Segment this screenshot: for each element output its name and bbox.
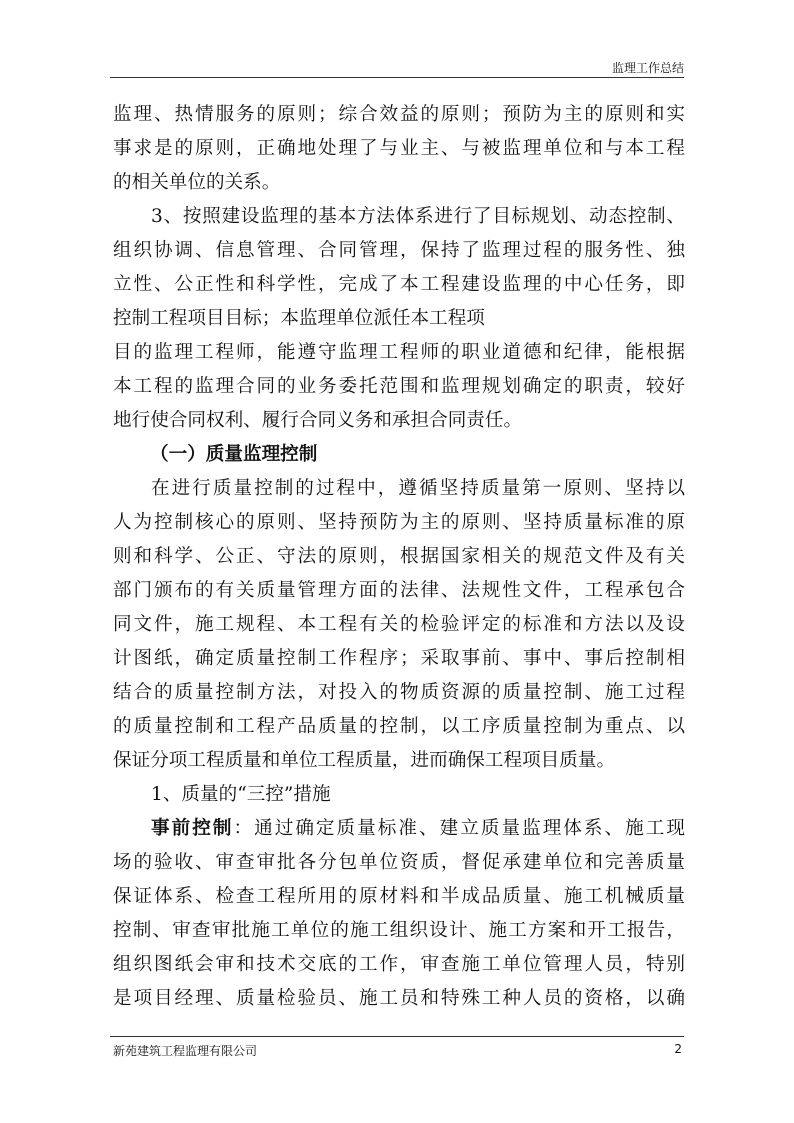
pre-control-label: 事前控制: [151, 818, 234, 839]
paragraph-line: 事求是的原则，正确地处理了与业主、与被监理单位和与本工程: [113, 138, 685, 159]
paragraph-line: 控制工程项目目标；本监理单位派任本工程项: [113, 308, 485, 329]
paragraph-line: 控制、审查审批施工单位的施工组织设计、施工方案和开工报告，: [113, 920, 685, 941]
paragraph-line: 结合的质量控制方法，对投入的物质资源的质量控制、施工过程: [113, 682, 685, 703]
paragraph-line: 保证分项工程质量和单位工程质量，进而确保工程项目质量。: [113, 750, 616, 771]
paragraph-line: 监理、热情服务的原则；综合效益的原则；预防为主的原则和实: [113, 104, 685, 125]
paragraph-line: 部门颁布的有关质量管理方面的法律、法规性文件，工程承包合: [113, 580, 685, 601]
footer-company: 新苑建筑工程监理有限公司: [113, 1044, 258, 1058]
paragraph-line: 人为控制核心的原则、坚持预防为主的原则、坚持质量标准的原: [113, 512, 685, 533]
paragraph-line: 则和科学、公正、守法的原则，根据国家相关的规范文件及有关: [113, 546, 685, 567]
paragraph-line: 目的监理工程师，能遵守监理工程师的职业道德和纪律，能根据: [113, 342, 685, 363]
header-rule: [110, 77, 684, 78]
paragraph-line: 保证体系、检查工程所用的原材料和半成品质量、施工机械质量: [113, 886, 685, 907]
paragraph-line: 的质量控制和工程产品质量的控制，以工序质量控制为重点、以: [113, 716, 685, 737]
paragraph-line: 组织图纸会审和技术交底的工作，审查施工单位管理人员，特别: [113, 954, 685, 975]
paragraph-line: 场的验收、审查审批各分包单位资质，督促承建单位和完善质量: [113, 852, 685, 873]
paragraph-line: 同文件，施工规程、本工程有关的检验评定的标准和方法以及设: [113, 614, 685, 635]
paragraph-line: 立性、公正性和科学性，完成了本工程建设监理的中心任务，即: [113, 274, 685, 295]
page-header-title: 监理工作总结: [611, 61, 684, 75]
footer-rule: [110, 1036, 684, 1037]
paragraph-line: 是项目经理、质量检验员、施工员和特殊工种人员的资格，以确: [113, 988, 685, 1009]
paragraph-line: 的相关单位的关系。: [113, 172, 281, 193]
subsection-heading: 1、质量的“三控”措施: [151, 784, 331, 805]
pre-control-text: ：通过确定质量标准、建立质量监理体系、施工现: [233, 818, 685, 839]
paragraph-line: 在进行质量控制的过程中，遵循坚持质量第一原则、坚持以: [151, 478, 685, 499]
paragraph-line: 3、按照建设监理的基本方法体系进行了目标规划、动态控制、: [151, 206, 685, 227]
paragraph-line: 计图纸，确定质量控制工作程序；采取事前、事中、事后控制相: [113, 648, 685, 669]
pre-control-line: [113, 814, 685, 844]
section-heading: （一）质量监理控制: [150, 444, 318, 465]
paragraph-line: 地行使合同权利、履行合同义务和承担合同责任。: [113, 410, 523, 431]
paragraph-line: 组织协调、信息管理、合同管理，保持了监理过程的服务性、独: [113, 240, 685, 261]
paragraph-line: 本工程的监理合同的业务委托范围和监理规划确定的职责，较好: [113, 376, 685, 397]
page-number: 2: [674, 1042, 682, 1056]
